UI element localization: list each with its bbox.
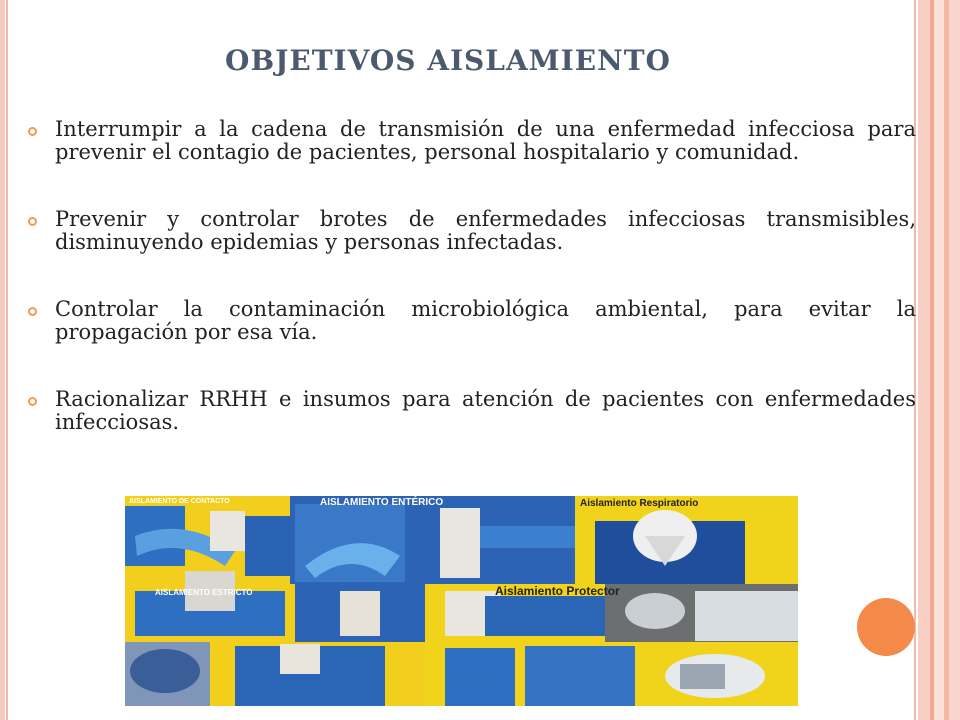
bullet-list — [28, 118, 916, 478]
caption-respiratorio: Aislamiento Respiratorio — [580, 498, 699, 509]
caption-contacto: AISLAMIENTO DE CONTACTO — [129, 498, 230, 505]
slide-title: OBJETIVOS AISLAMIENTO — [225, 44, 671, 77]
isolation-illustration — [125, 496, 798, 706]
caption-enterico: AISLAMIENTO ENTÉRICO — [320, 497, 444, 508]
decorative-circle — [857, 598, 915, 656]
bullet-text: Prevenir y controlar brotes de enfermedades infecciosas transmisibles, disminuyendo epidemias y personas infectadas. — [55, 207, 916, 254]
content-frame — [6, 0, 916, 720]
bullet-text: Controlar la contaminación microbiológica ambiental, para evitar la propagación por esa vía. — [55, 297, 916, 344]
isolation-collage-graphic — [125, 496, 798, 706]
right-decorative-stripes — [918, 0, 960, 720]
bullet-text: Interrumpir a la cadena de transmisión de una enfermedad infecciosa para prevenir el contagio de pacientes, personal hospitalario y comunidad. — [55, 117, 916, 164]
caption-estricto: AISLAMIENTO ESTRICTO — [155, 588, 253, 597]
bullet-item — [28, 118, 916, 164]
bullet-text: Racionalizar RRHH e insumos para atención de pacientes con enfermedades infecciosas. — [55, 387, 916, 434]
bullet-item — [28, 388, 916, 434]
bullet-item — [28, 208, 916, 254]
bullet-circle-icon — [28, 397, 37, 406]
bullet-item — [28, 298, 916, 344]
bullet-circle-icon — [28, 127, 37, 136]
left-decorative-rule — [0, 0, 5, 720]
bullet-circle-icon — [28, 307, 37, 316]
caption-protector: Aislamiento Protector — [495, 584, 620, 598]
bullet-circle-icon — [28, 217, 37, 226]
